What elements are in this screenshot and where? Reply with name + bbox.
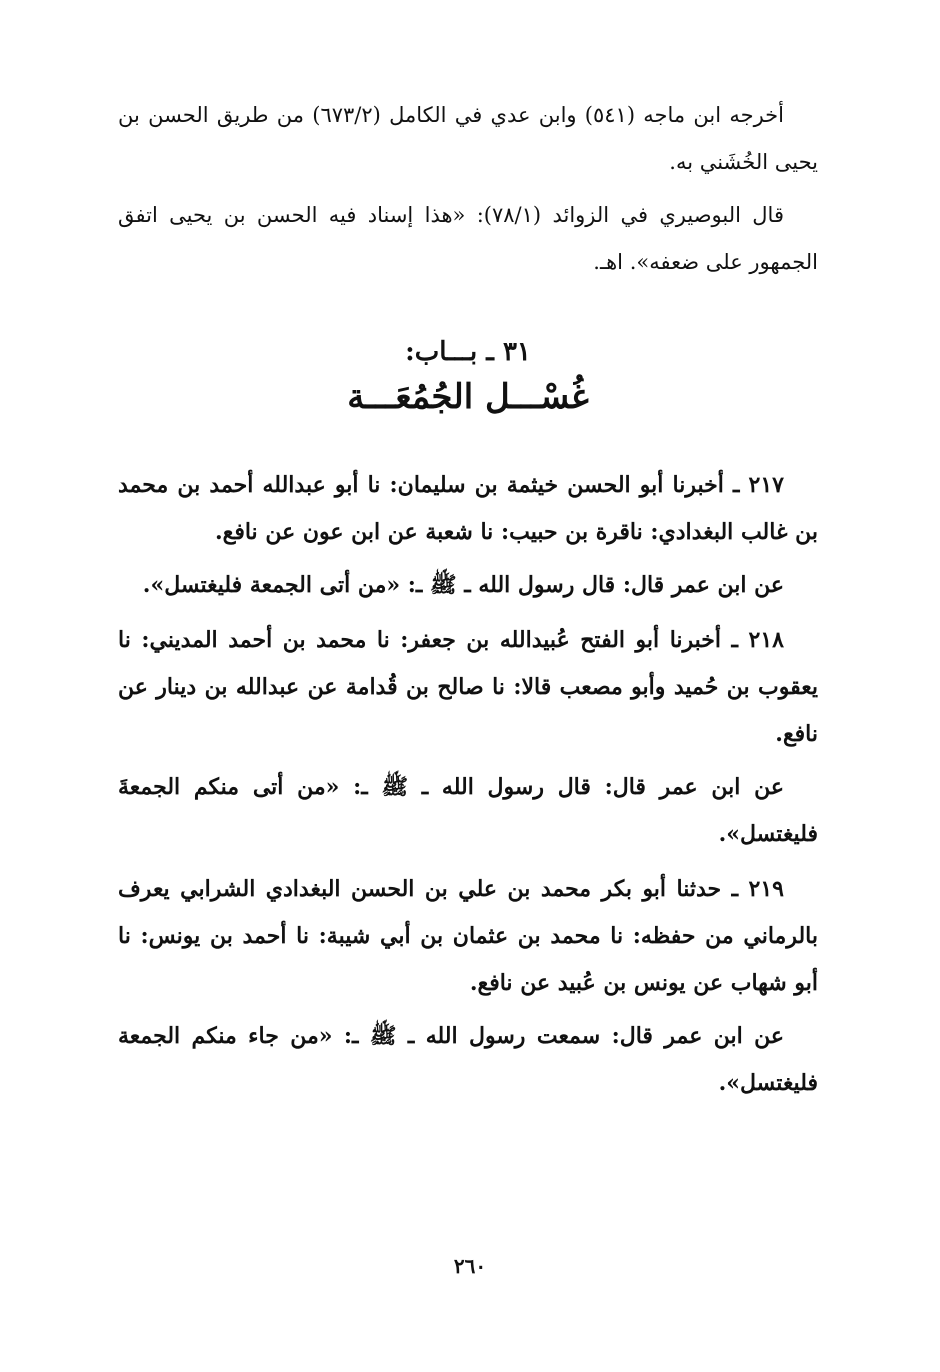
- hadith-219: [118, 866, 818, 1107]
- hadith-217: [118, 462, 818, 609]
- hadith-isnad: ٢١٧ ـ أخبرنا أبو الحسن خيثمة بن سليمان: نا أبو عبدالله أحمد بن محمد بن غالب البغدادي: ناقرة بن حبيب: نا شعبة عن ابن عون عن نافع.: [118, 472, 818, 545]
- page-body: [118, 92, 818, 1115]
- chapter-title: غُسْـــل الجُمُعَـــة: [347, 377, 589, 417]
- chapter-heading: [118, 332, 818, 422]
- hadith-isnad: ٢١٨ ـ أخبرنا أبو الفتح عُبيدالله بن جعفر: نا محمد بن أحمد المديني: نا يعقوب بن حُميد وأبو مصعب قالا: نا صالح بن قُدامة عن عبدالله بن دينار عن نافع.: [118, 627, 818, 747]
- chapter-number: ٣١ ـ بـــاب:: [405, 337, 531, 367]
- footnote: [118, 92, 818, 286]
- footnote-paragraph: أخرجه ابن ماجه (٥٤١) وابن عدي في الكامل (٦٧٣/٢) من طريق الحسن بن يحيى الخُشَني به.: [118, 103, 818, 174]
- footnote-paragraph: قال البوصيري في الزوائد (٧٨/١): «هذا إسناد فيه الحسن بن يحيى اتفق الجمهور على ضعفه». اهـ.: [118, 203, 818, 274]
- page-number: ٢٦٠: [453, 1254, 487, 1278]
- hadith-matn: عن ابن عمر قال: سمعت رسول الله ـ ﷺ ـ: «من جاء منكم الجمعة فليغتسل».: [118, 1023, 818, 1096]
- hadith-matn: عن ابن عمر قال: قال رسول الله ـ ﷺ ـ: «من أتى الجمعة فليغتسل».: [142, 572, 784, 598]
- hadith-218: [118, 617, 818, 858]
- hadith-isnad: ٢١٩ ـ حدثنا أبو بكر محمد بن علي بن الحسن البغدادي الشرابي يعرف بالرماني من حفظه: نا محمد بن عثمان بن أبي شيبة: نا أحمد بن يونس: نا أبو شهاب عن يونس بن عُبيد عن نافع.: [118, 876, 818, 996]
- hadith-matn: عن ابن عمر قال: قال رسول الله ـ ﷺ ـ: «من أتى منكم الجمعةَ فليغتسل».: [118, 774, 818, 847]
